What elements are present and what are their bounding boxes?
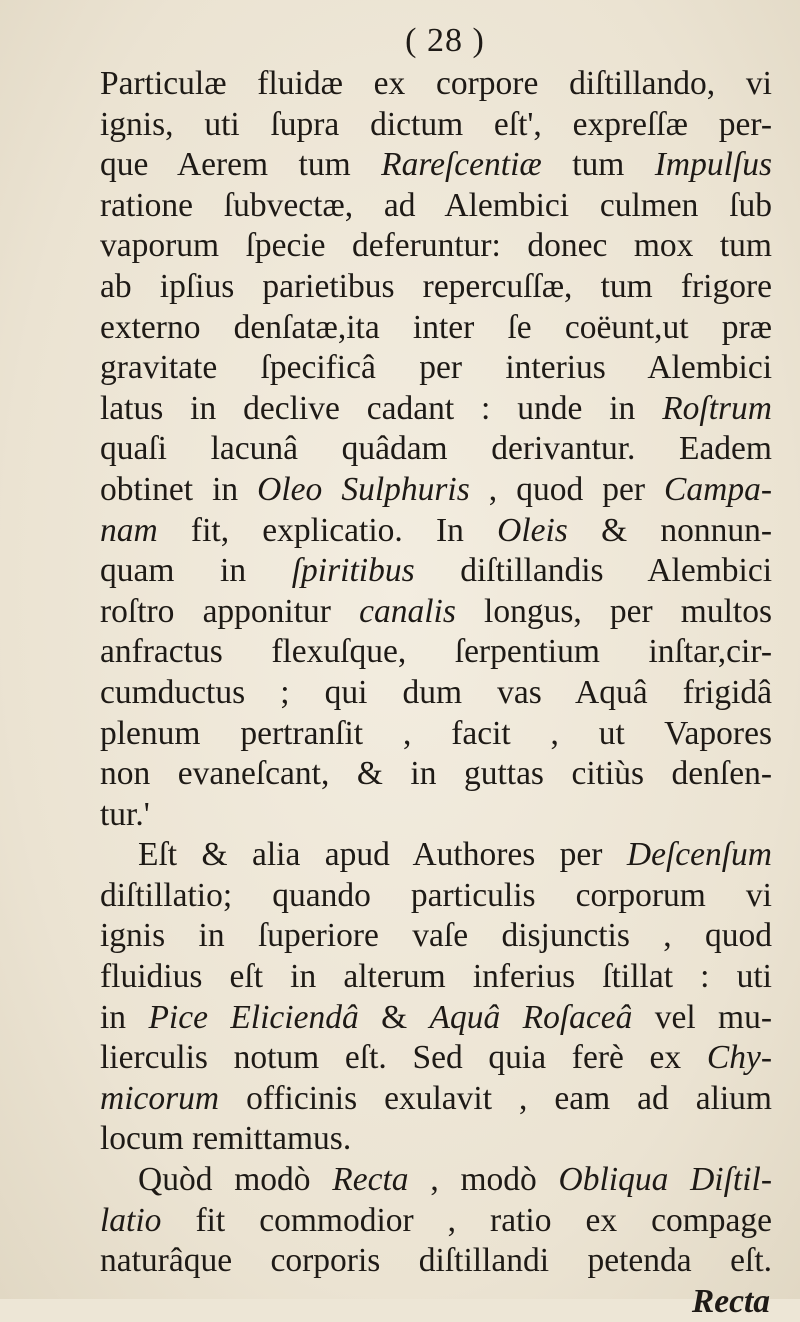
text-run: diſtillandis Alembici [414, 552, 773, 590]
text-run: , modò [408, 1161, 559, 1199]
italic-run: Recta [332, 1161, 409, 1199]
text-line [100, 105, 772, 146]
text-run: gravitate ſpecificâ per interius Alembici [100, 349, 772, 387]
page-text [100, 18, 772, 1322]
text-run: & [358, 998, 430, 1036]
italic-run: Rareſcentiæ [381, 146, 542, 184]
text-run: officinis exulavit , eam ad alium [219, 1079, 772, 1117]
text-line [100, 145, 772, 186]
body-text [100, 64, 772, 1282]
italic-run: Deſcenſum [626, 836, 772, 874]
text-line [100, 957, 772, 998]
text-line [100, 470, 772, 511]
italic-run: Campa- [664, 470, 772, 508]
italic-run: latio [100, 1201, 162, 1239]
text-run: , quod per [469, 470, 665, 508]
text-line [100, 64, 772, 105]
text-run: obtinet in [100, 470, 258, 508]
italic-run: Roſtrum [662, 389, 772, 427]
text-run: Quòd modò [138, 1161, 333, 1199]
text-line [100, 226, 772, 267]
text-line [100, 186, 772, 227]
text-run: ratione ſubvectæ, ad Alembici culmen ſub [100, 186, 772, 224]
text-run: & nonnun- [567, 511, 773, 549]
text-line [100, 998, 772, 1039]
text-line [100, 1119, 772, 1160]
text-run: ignis, uti ſupra dictum eſt', expreſſæ per- [100, 105, 772, 143]
catchword: Recta [691, 1282, 770, 1320]
text-run: anfractus flexuſque, ſerpentium inſtar,cir- [100, 633, 772, 671]
text-run: tum [541, 146, 655, 184]
text-run: diſtillatio; quando particulis corporum vi [100, 876, 772, 914]
text-run: longus, per multos [455, 592, 772, 630]
text-line [100, 754, 772, 795]
text-run: fluidius eſt in alterum inferius ſtillat : uti [100, 958, 772, 996]
text-run: fit, explicatio. In [157, 511, 498, 549]
italic-run: ſpiritibus [291, 552, 415, 590]
text-line [100, 795, 772, 836]
text-line [100, 592, 772, 633]
text-line [100, 1079, 772, 1120]
text-line [100, 1201, 772, 1242]
text-line [100, 835, 772, 876]
text-run: quaſi lacunâ quâdam derivantur. Eadem [100, 430, 772, 468]
italic-run: Oleis [497, 511, 568, 549]
text-run: roſtro apponitur [100, 592, 360, 630]
italic-run: canalis [359, 592, 456, 630]
page-number: ( 28 ) [405, 22, 485, 59]
text-line [100, 389, 772, 430]
text-run: quam in [100, 552, 292, 590]
text-run: que Aerem tum [100, 146, 382, 184]
text-run: vaporum ſpecie deferuntur: donec mox tum [100, 227, 772, 265]
text-line [100, 714, 772, 755]
text-run: plenum pertranſit , facit , ut Vapores [100, 714, 772, 752]
text-line [100, 673, 772, 714]
text-line [100, 916, 772, 957]
text-line [100, 308, 772, 349]
text-line [100, 511, 772, 552]
text-run: externo denſatæ,ita inter ſe coëunt,ut præ [100, 308, 772, 346]
text-line [100, 876, 772, 917]
text-run: ab ipſius parietibus repercuſſæ, tum frigore [100, 267, 772, 305]
italic-run: Pice Eliciendâ [148, 998, 359, 1036]
text-line [100, 551, 772, 592]
text-run: in [100, 998, 149, 1036]
text-run: tur.' [100, 795, 150, 833]
text-run: lierculis notum eſt. Sed quia ferè ex [100, 1039, 707, 1077]
text-run: latus in declive cadant : unde in [100, 389, 663, 427]
text-run: Particulæ fluidæ ex corpore diſtillando, vi [100, 65, 772, 102]
text-line [100, 267, 772, 308]
text-run: ignis in ſuperiore vaſe disjunctis , quod [100, 917, 772, 955]
text-run: fit commodior , ratio ex compage [161, 1201, 772, 1239]
text-line [100, 632, 772, 673]
text-run: vel mu- [632, 998, 773, 1036]
text-line [100, 1241, 772, 1282]
italic-run: Obliqua Diſtil- [558, 1161, 772, 1199]
text-line [100, 1038, 772, 1079]
text-run: Eſt & alia apud Authores per [138, 836, 627, 874]
italic-run: Oleo Sulphuris [257, 470, 470, 508]
italic-run: Chy- [706, 1039, 772, 1077]
italic-run: micorum [100, 1079, 220, 1117]
text-line [100, 348, 772, 389]
text-run: locum remittamus. [100, 1120, 352, 1158]
text-run: non evaneſcant, & in guttas citiùs denſen- [100, 755, 772, 793]
text-line [100, 1160, 772, 1201]
italic-run: nam [100, 511, 158, 549]
text-line [100, 429, 772, 470]
italic-run: Aquâ Roſaceâ [429, 998, 633, 1036]
italic-run: Impulſus [654, 146, 772, 184]
text-run: cumductus ; qui dum vas Aquâ frigidâ [100, 673, 772, 711]
text-run: naturâque corporis diſtillandi petenda eſt. [100, 1242, 772, 1280]
